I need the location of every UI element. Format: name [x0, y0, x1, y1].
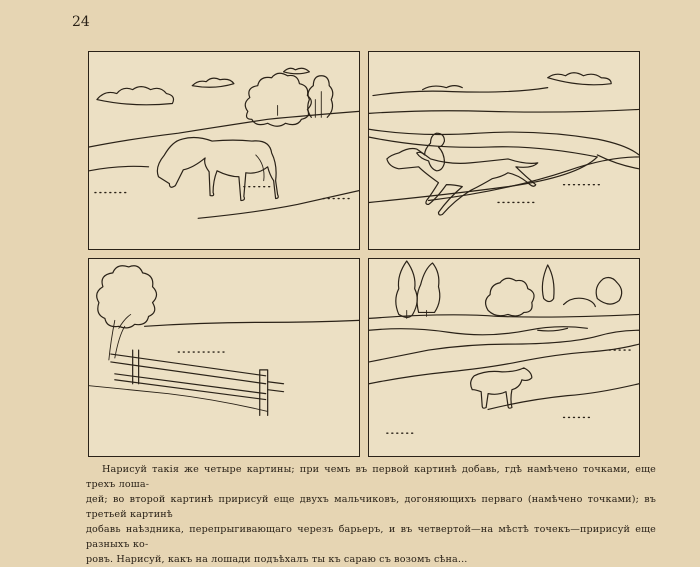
- boy-rider: [417, 133, 445, 171]
- panel-boy-riding-horse: [368, 51, 640, 250]
- tree-left: [396, 261, 417, 317]
- field-line: [89, 166, 149, 170]
- tree-poplar: [542, 265, 554, 302]
- horizon: [145, 320, 359, 326]
- horse-galloping: [387, 149, 538, 215]
- boy-riding-horse-drawing: [369, 52, 639, 249]
- panel-grazing-horse: [88, 51, 360, 250]
- cloud-left: [373, 88, 548, 96]
- river-bank-top: [369, 129, 639, 155]
- horse-body: [157, 138, 278, 201]
- cloud-right: [548, 73, 612, 85]
- cloud-right: [284, 68, 310, 74]
- river-bank-middle: [369, 330, 639, 362]
- caption-line-3: добавь наѣздника, перепрыгивающаго черезъ барьеръ, и въ четвертой—на мѣстѣ точекъ—пририсуй еще разныхъ ко-: [86, 524, 656, 550]
- tree-group: [486, 278, 534, 316]
- caption: [86, 462, 656, 567]
- caption-line-2: дей; во второй картинѣ пририсуй еще двухъ мальчиковъ, догоняющихъ перваго (намѣчено точками); въ третьей картинѣ: [86, 494, 656, 520]
- tree-trunk: [109, 314, 131, 360]
- grazing-horse-drawing: [89, 52, 359, 249]
- tree-tall: [308, 76, 333, 118]
- fence: [111, 350, 284, 415]
- panel-fence-and-tree: [88, 258, 360, 457]
- river-bank-bottom: [369, 344, 639, 384]
- fence-and-tree-drawing: [89, 259, 359, 456]
- tree-crown: [97, 266, 157, 328]
- page-number: 24: [72, 14, 90, 30]
- cloud-mid: [192, 78, 234, 87]
- panel-river-and-cow: [368, 258, 640, 457]
- river-and-cow-drawing: [369, 259, 639, 456]
- ground-line: [198, 191, 359, 219]
- caption-line-4: ровъ. Нарисуй, какъ на лошади подъѣхалъ ты къ сараю съ возомъ сѣна...: [86, 554, 468, 565]
- caption-line-1: Нарисуй такія же четыре картины; при чемъ въ первой картинѣ добавь, гдѣ намѣчено точками, еще трехъ лоша-: [86, 464, 656, 490]
- tree-right: [596, 277, 622, 304]
- horizon: [89, 111, 359, 147]
- cloud-left: [97, 87, 174, 105]
